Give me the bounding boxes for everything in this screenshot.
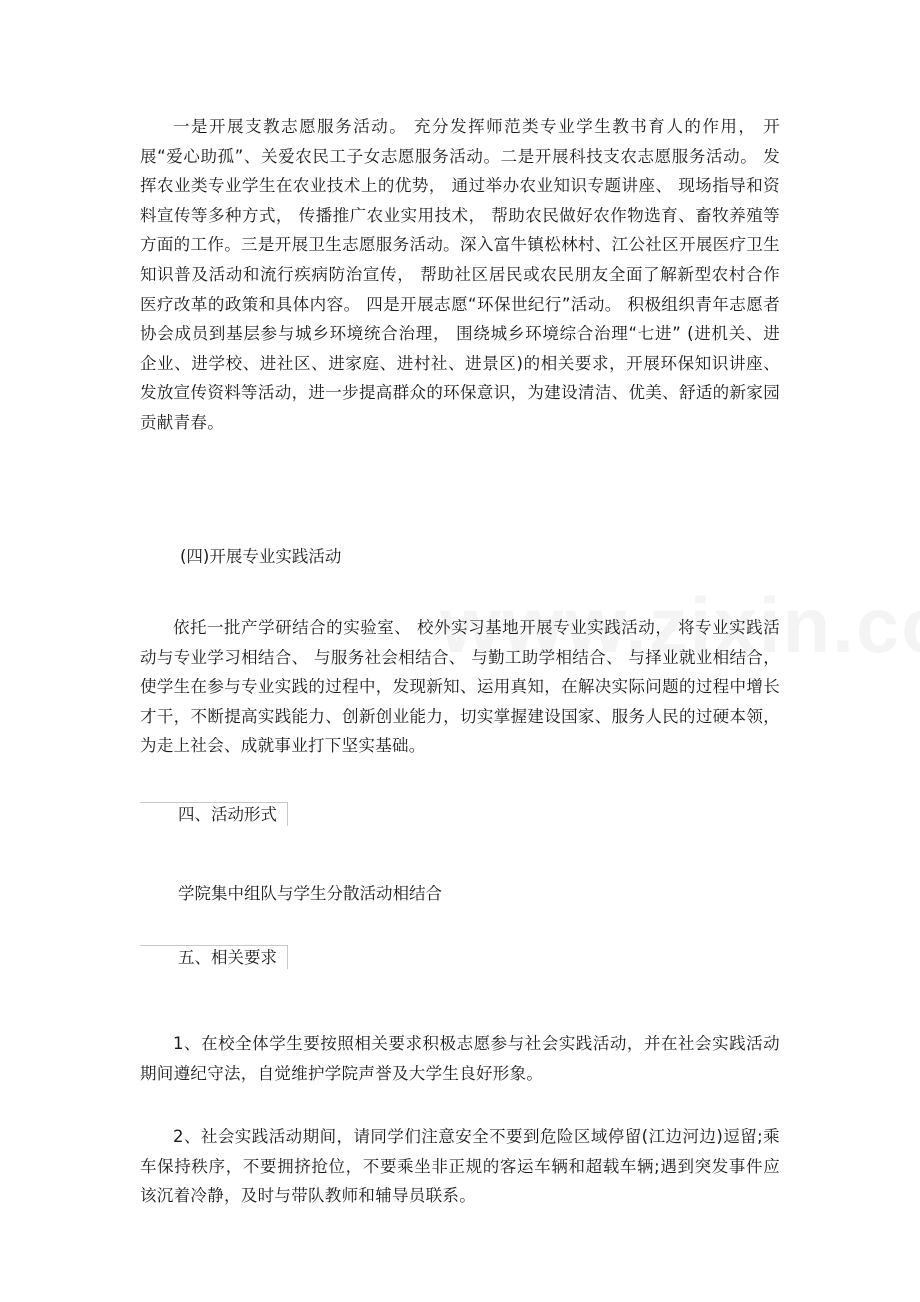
subheading-professional-practice: (四)开展专业实践活动 — [180, 547, 342, 566]
section-heading-activity-form — [140, 802, 288, 826]
requirement-item-1: 1、在校全体学生要按照相关要求积极志愿参与社会实践活动，并在社会实践活动期间遵纪守法，自觉维护学院声誉及大学生良好形象。 — [140, 1034, 780, 1083]
section-heading-requirements-text: 五、相关要求 — [178, 948, 277, 967]
section-heading-activity-form-text: 四、活动形式 — [178, 805, 277, 824]
section-heading-requirements — [140, 945, 288, 969]
activity-form-text: 学院集中组队与学生分散活动相结合 — [178, 884, 442, 903]
paragraph-professional-practice: 依托一批产学研结合的实验室、 校外实习基地开展专业实践活动， 将专业实践活动与专业学习相结合、 与服务社会相结合、 与勤工助学相结合、 与择业就业相结合，使学生在参与专业实践的过程中，发现新知、运用真知，在解决实际问题的过程中增长才干，不断提高实践能力、创新创业能力，切实掌握建设国家、服务人民的过硬本领，为走上社会、成就事业打下坚实基础。 — [140, 618, 780, 756]
requirement-item-2: 2、社会实践活动期间，请同学们注意安全不要到危险区域停留(江边河边)逗留;乘车保持秩序，不要拥挤抢位，不要乘坐非正规的客运车辆和超载车辆;遇到突发事件应该沉着冷静，及时与带队教师和辅导员联系。 — [140, 1127, 780, 1206]
paragraph-volunteer-activities: 一是开展支教志愿服务活动。 充分发挥师范类专业学生教书育人的作用， 开展“爱心助孤”、关爱农民工子女志愿服务活动。二是开展科技支农志愿服务活动。 发挥农业类专业学生在农业技术上的优势， 通过举办农业知识专题讲座、 现场指导和资料宣传等多种方式， 传播推广农业实用技术， 帮助农民做好农作物选育、畜牧养殖等方面的工作。三是开展卫生志愿服务活动。深入富牛镇松林村、江公社区开展医疗卫生知识普及活动和流行疾病防治宣传， 帮助社区居民或农民朋友全面了解新型农村合作医疗改革的政策和具体内容。 四是开展志愿“环保世纪行”活动。 积极组织青年志愿者协会成员到基层参与城乡环境统合治理， 围绕城乡环境综合治理“七进” (进机关、进企业、进学校、进社区、进家庭、进村社、进景区)的相关要求，开展环保知识讲座、发放宣传资料等活动，进一步提高群众的环保意识，为建设清洁、优美、舒适的新家园贡献青春。 — [140, 117, 780, 432]
